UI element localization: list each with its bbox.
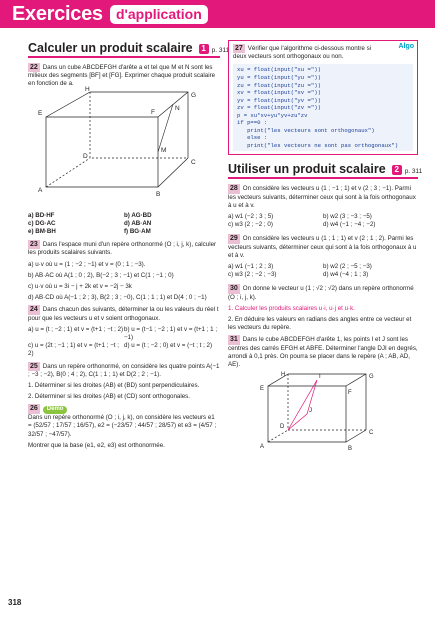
section-badge-2: 2 bbox=[392, 165, 402, 175]
cube-label-E: E bbox=[38, 109, 43, 117]
cube31-label-D: D bbox=[280, 424, 285, 431]
ex30-q2: 2. En déduire les valeurs en radians des angles entre ce vecteur et les vecteurs du repère. bbox=[228, 316, 412, 332]
exercise-28: 28 On considère les vecteurs u (1 ; −1 ; 1) et v (2 ; 3 ; −1). Parmi les vecteurs suivants, déterminer ceux qui sont à la fois orthogonaux à u et à v. bbox=[228, 185, 416, 209]
cube-label-M: M bbox=[161, 146, 167, 154]
cube-label-C: C bbox=[191, 158, 196, 166]
exercise-26: 26 Démo Dans un repère orthonormé (O ; i, j, k), on considère les vecteurs e1 = (52/57 ; 17/57 ; 16/57), e2 = (−23/57 ; 44/57 ; 28/57) et e3 = (4/57 ; 32/57 ; −47/57). bbox=[28, 405, 217, 438]
section-title-right: Utiliser un produit scalaire 2 p. 311 bbox=[228, 161, 418, 179]
ex25-q1: 1. Déterminer si les droites (AB) et (BD) sont perpendiculaires. bbox=[28, 381, 200, 389]
cube-figure-22 bbox=[28, 85, 220, 212]
cube31-label-H: H bbox=[281, 372, 286, 379]
cube-label-A: A bbox=[38, 186, 43, 194]
section-page-ref: p. 311 bbox=[211, 47, 230, 54]
cube31-label-I: I bbox=[319, 374, 321, 381]
cube-label-H: H bbox=[85, 85, 90, 93]
cube-diagram-31 bbox=[228, 372, 418, 452]
cube31-label-E: E bbox=[260, 386, 265, 393]
cube-label-F: F bbox=[151, 108, 155, 116]
right-column bbox=[228, 40, 423, 453]
exercise-31: 31 Dans le cube ABCDEFGH d'arête 1, les points I et J sont les centres des carrés EFGH et ABFE. Déterminer l'angle DJI en degrés, arrondi à 0,1 près. On pourra se placer dans le repère (A ; AB, AD, AE). bbox=[228, 336, 418, 368]
ex23-b: b) AB·AC où A(1 ; 0 ; 2), B(−2 ; 3 ; −1) et C(1 ; −1 ; 0) bbox=[28, 271, 174, 279]
algo-badge: Algo bbox=[398, 43, 414, 50]
demo-badge: Démo bbox=[43, 406, 68, 414]
ex25-q2: 2. Déterminer si les droites (AB) et (CD) sont orthogonales. bbox=[28, 393, 190, 401]
left-column bbox=[28, 40, 230, 453]
cube31-label-C: C bbox=[369, 430, 374, 437]
ex23-c: c) u·v où u = 3i − j + 2k et v = −2j − 3k bbox=[28, 282, 132, 290]
ex24-items: a) u = (t ; −2 ; 1) et v = (t+1 ; −t ; 2) b) u = (t−1 ; −2 ; 1) et v = (t+1 ; 1 ; −1) c) u = (2t ; −1 ; 1) et v = (t+1 ; −t ; 2) d) u = (t ; −2 ; 0) et v = (−t ; t ; 2) bbox=[28, 325, 218, 358]
page-number: 318 bbox=[8, 598, 22, 607]
ex30-q1: 1. Calculer les produits scalaires u·i, u·j et u·k. bbox=[228, 304, 355, 312]
exercise-29: 29 On considère les vecteurs u (1 ; 1 ; 1) et v (2 ; 1 ; 2). Parmi les vecteurs suivants, déterminer ceux qui sont à la fois orthogonaux à u et à v. bbox=[228, 235, 417, 259]
header-subtitle: d'application bbox=[110, 5, 208, 24]
ex23-d: d) AB·CD où A(−1 ; 2 ; 3), B(2 ; 3 ; −0), C(1 ; 1 ; 1) et D(4 ; 0 ; −1) bbox=[28, 294, 207, 302]
section-page-ref-2: p. 311 bbox=[404, 168, 423, 176]
exercise-30: 30 On donne le vecteur u (1 ; √2 ; √2) dans un repère orthonormé (O ; i, j, k). bbox=[228, 285, 414, 301]
exercise-23: 23 Dans l'espace muni d'un repère orthonormé (O ; i, j, k), calculer les produits scalaires suivants. bbox=[28, 241, 217, 257]
ex29-items: a) w1 (−1 ; 2 ; 3) b) w2 (2 ; −5 ; −3) c) w3 (2 ; −2 ; −3) d) w4 (−4 ; 1 ; 3) bbox=[228, 263, 372, 279]
header-banner bbox=[0, 0, 435, 28]
ex28-items: a) w1 (−2 ; 3 ; 5) b) w2 (3 ; −3 ; −5) c) w3 (2 ; −2 ; 0) d) w4 (−1 ; −4 ; −2) bbox=[228, 213, 376, 229]
exercise-24: 24 Dans chacun des suivants, déterminer la ou les valeurs du réel t pour que les vecteurs u et v soient orthogonaux. bbox=[28, 306, 219, 322]
cube31-label-A: A bbox=[260, 444, 265, 451]
ex23-a: a) u·v où u = (1 ; −2 ; −1) et v = (0 ; 1 ; −3). bbox=[28, 260, 146, 268]
cube-diagram bbox=[28, 85, 220, 212]
cube-label-G: G bbox=[191, 91, 197, 99]
cube-label-B: B bbox=[156, 190, 161, 198]
exercise-25: 25 Dans un repère orthonormé, on considère les quatre points A(−1 ; −3 ; −2), B(0 ; 4 ; 2), C(1 ; 1 ; 1) et D(2 ; 2 ; −1). bbox=[28, 362, 220, 378]
section-badge: 1 bbox=[199, 44, 209, 54]
cube31-label-F: F bbox=[348, 390, 352, 397]
cube-label-N: N bbox=[175, 104, 180, 112]
cube31-label-G: G bbox=[369, 374, 374, 381]
python-code-block: xu = float(input("xu =")) yu = float(input("yu =")) zu = float(input("zu =")) xv = float(input("xv =")) yv = float(input("yv =")) zv = float(input("zv =")) p = xu*xv+yu*yv+zu*zv if p==0 : print("les vecteurs sont orthogonaux") else : print("les vecteurs ne sont pas orthogonaux") bbox=[233, 64, 413, 151]
exercise-22: 22 Dans un cube ABCDEFGH d'arête a et tel que M et N sont les milieux des segments [BF] et [FG]. Exprimer chaque produit scalaire en fonction de a. bbox=[28, 64, 216, 88]
cube31-label-B: B bbox=[348, 446, 353, 453]
cube31-label-J: J bbox=[309, 408, 312, 415]
section-title-left: Calculer un produit scalaire 1 p. 311 bbox=[28, 40, 220, 58]
cube-label-D: D bbox=[83, 152, 88, 160]
cube-figure-31 bbox=[228, 372, 418, 452]
exercise-27: Algo 27 Vérifier que l'algorithme ci-dessous montre si deux vecteurs sont orthogonaux ou non. xu = float(input("xu =")) yu = float(input("yu =")) zu = float(input("zu =")) xv = float(input("xv =")) yv = float(input("yv =")) zv = float(input("zv =")) p = xu*xv+yu*yv+zu*zv if p==0 : print("les vecteurs sont orthogonaux") else : print("les vecteurs ne sont pas orthogonaux") bbox=[228, 40, 418, 155]
ex22-items: a) BD·HF b) AG·BD c) DG·AC d) AB·AN e) BM·BH f) BG·AM bbox=[28, 211, 152, 235]
header-title: Exercices bbox=[12, 3, 103, 25]
ex26-end: Montrer que la base (e1, e2, e3) est orthonormée. bbox=[28, 441, 165, 449]
